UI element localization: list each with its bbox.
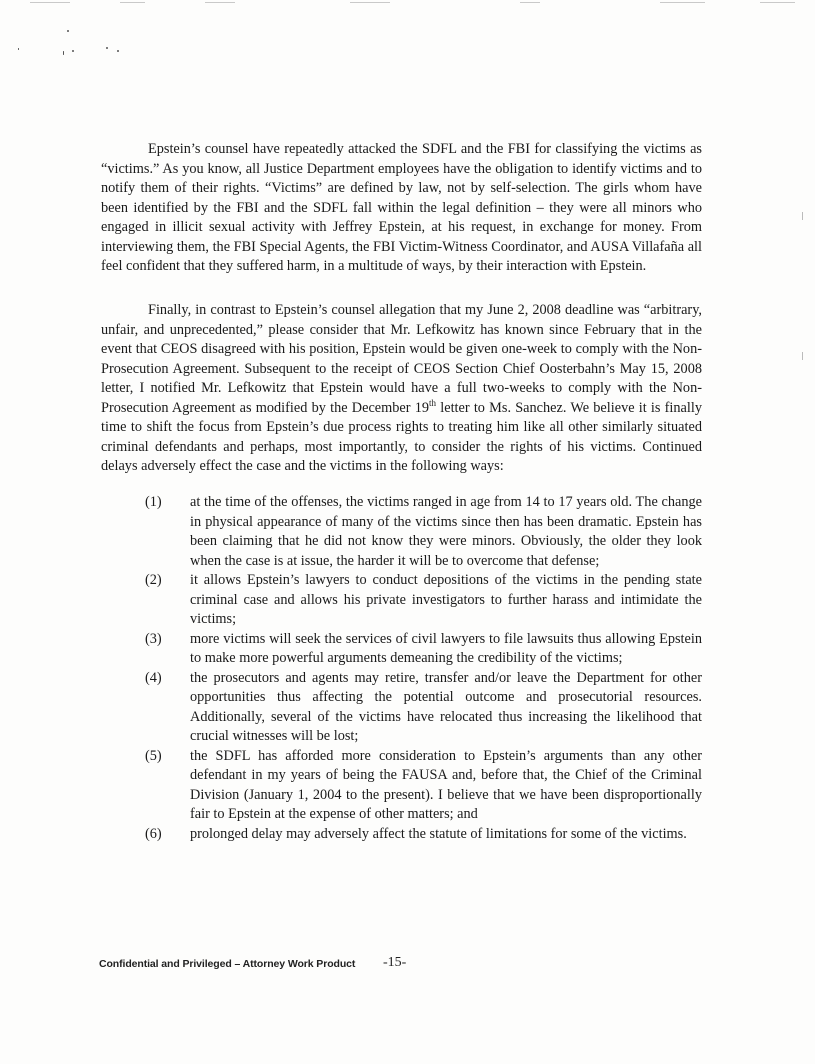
list-item-text: the prosecutors and agents may retire, transfer and/or leave the Department for other opportunities thus affecting the potential outcome and prosecutorial resources. Additionally, several of the victims have relocated thus increasing the likelihood that crucial witnesses will be lost; <box>190 669 702 744</box>
scan-speck <box>18 48 19 50</box>
list-item-number: (6) <box>145 825 162 842</box>
paragraph-text: Finally, in contrast to Epstein’s counsel allegation that my June 2, 2008 deadline was “arbitrary, unfair, and unprecedented,” please consider that Mr. Lefkowitz has known since February that in the event that CEOS disagreed with his position, Epstein would be given one-week to comply with the Non-Prosecution Agreement. Subsequent to the receipt of CEOS Section Chief Oosterbahn’s May 15, 2008 letter, I notified Mr. Lefkowitz that Epstein would have a full two-weeks to comply with the Non-Prosecution Agreement as modified by the December 19 <box>101 302 702 416</box>
scan-margin-mark <box>802 212 803 220</box>
list-item <box>101 493 702 571</box>
list-item-text: prolonged delay may adversely affect the statute of limitations for some of the victims. <box>190 825 687 842</box>
list-item <box>101 669 702 747</box>
body-paragraph-deadline <box>101 301 702 477</box>
list-item-text: the SDFL has afforded more consideration to Epstein’s arguments than any other defendant in my years of being the FAUSA and, before that, the Chief of the Criminal Division (January 1, 2004 to the present). I believe that we have been disproportionally fair to Epstein at the expense of other matters; and <box>190 747 702 822</box>
list-item <box>101 747 702 825</box>
body-paragraph-victims-definition: Epstein’s counsel have repeatedly attacked the SDFL and the FBI for classifying the victims as “victims.” As you know, all Justice Department employees have the obligation to identify victims and to notify them of their rights. “Victims” are defined by law, not by self-selection. The girls whom have been identified by the FBI and the SDFL fall within the legal definition – they were all minors who engaged in illicit sexual activity with Jeffrey Epstein, at his request, in exchange for money. From interviewing them, the FBI Special Agents, the FBI Victim-Witness Coordinator, and AUSA Villafaña all feel confident that they suffered harm, in a multitude of ways, by their interaction with Epstein. <box>101 141 702 274</box>
paragraph-text: letter to Ms. Sanchez. We believe it is finally time to shift the focus from Epstein’s due process rights to treating him like all other similarly situated criminal defendants and perhaps, most importantly, to consider the rights of his victims. Continued delays adversely effect the case and the victims in the following ways: <box>101 399 702 474</box>
list-item <box>101 825 702 845</box>
list-item-number: (4) <box>145 669 162 686</box>
list-item-text: at the time of the offenses, the victims ranged in age from 14 to 17 years old. The change in physical appearance of many of the victims since then has been dramatic. Epstein has been claiming that he did not know they were minors. Obviously, the older they look when the case is at issue, the harder it will be to overcome that defense; <box>190 494 702 569</box>
scan-margin-mark <box>802 352 803 360</box>
list-item-number: (2) <box>145 572 162 588</box>
numbered-list <box>101 493 702 844</box>
list-item-number: (5) <box>145 747 162 764</box>
list-item-text: more victims will seek the services of civil lawyers to file lawsuits thus allowing Epstein to make more powerful arguments demeaning the credibility of the victims; <box>190 630 702 666</box>
list-item-number: (1) <box>145 494 162 510</box>
scan-speck <box>72 50 74 52</box>
scan-speck <box>117 50 119 52</box>
list-item-number: (3) <box>145 630 162 647</box>
list-item <box>101 630 702 669</box>
ordinal-suffix: th <box>429 397 437 408</box>
scan-edge-artifact <box>0 0 815 6</box>
confidentiality-footer: Confidential and Privileged – Attorney Work Product <box>99 958 356 970</box>
list-item <box>101 571 702 630</box>
scan-speck <box>63 51 64 55</box>
page-number: -15- <box>383 955 407 970</box>
list-item-text: it allows Epstein’s lawyers to conduct depositions of the victims in the pending state criminal case and allows his private investigators to further harass and intimidate the victims; <box>190 572 702 627</box>
scan-speck <box>106 47 108 49</box>
scan-speck <box>67 30 69 32</box>
